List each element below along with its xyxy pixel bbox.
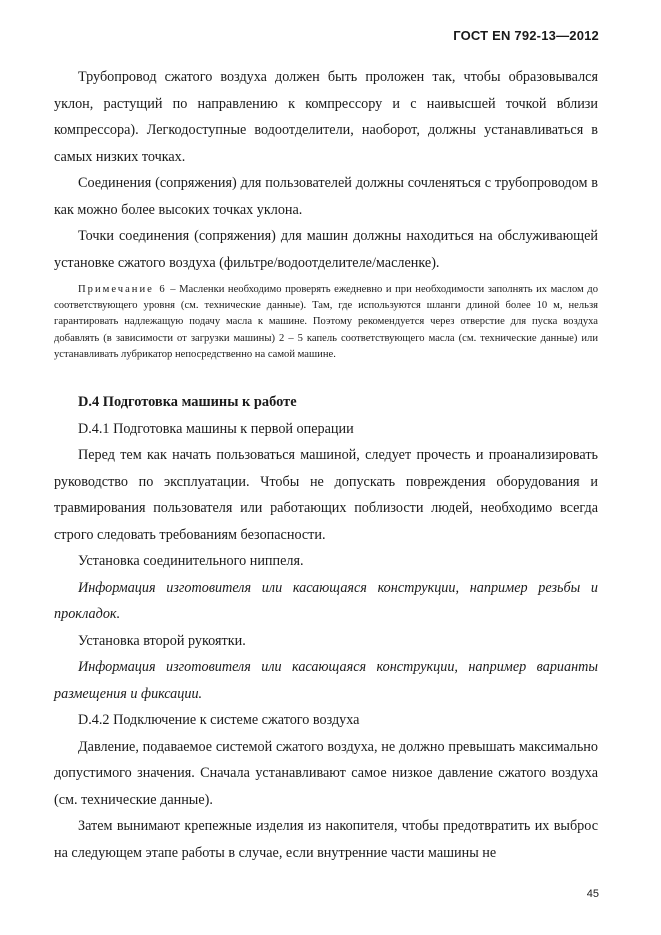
paragraph-pipeline-slope: Трубопровод сжатого воздуха должен быть проложен так, чтобы образовывался уклон, растущий по направлению к компрессору и с наивысшей точкой вблизи компрессора). Легкодоступные водоотделители, наоборот, должны устанавливаться в самых низких точках. xyxy=(54,69,598,165)
subsection-title-d41: D.4.1 Подготовка машины к первой операции xyxy=(78,420,354,437)
paragraph-manufacturer-info-threads: Информация изготовителя или касающаяся конструкции, например резьбы и прокладок. xyxy=(54,579,598,623)
page-content xyxy=(54,64,598,866)
paragraph-machine-connections: Точки соединения (сопряжения) для машин должны находиться на обслуживающей установке сжатого воздуха (фильтре/водоотделителе/масленке). xyxy=(54,228,598,271)
section-title: D.4 Подготовка машины к работе xyxy=(78,394,297,411)
paragraph-manufacturer-info-placement: Информация изготовителя или касающаяся конструкции, например варианты размещения и фиксации. xyxy=(54,659,598,702)
note-label: Примечание 6 xyxy=(78,284,167,295)
note-6 xyxy=(54,282,598,363)
paragraph-fasteners: Затем вынимают крепежные изделия из накопителя, чтобы предотвратить их выброс на следующем этапе работы в случае, если внутренние части машины не xyxy=(54,818,598,861)
document-code-header: ГОСТ EN 792-13—2012 xyxy=(453,28,599,43)
paragraph-user-connections: Соединения (сопряжения) для пользователей должны сочленяться с трубопроводом в как можно более высоких точках уклона. xyxy=(54,175,598,218)
subsection-title-d42: D.4.2 Подключение к системе сжатого воздуха xyxy=(78,712,360,729)
note-text: – Масленки необходимо проверять ежедневно и при необходимости заполнять их маслом до соответствующего уровня (см. технические данные). Там, где используются шланги длиной более 10 м, нельзя гарантировать надлежащую подачу масла к машине. Поэтому рекомендуется через отверстие для пуска воздуха добавлять (в зависимости от загрузки машины) 2 – 5 капель соответствующего масла (см. технические данные) или устанавливать лубрикатор непосредственно на самой машине. xyxy=(54,284,598,360)
paragraph-second-handle: Установка второй рукоятки. xyxy=(78,632,246,649)
paragraph-nipple-install: Установка соединительного ниппеля. xyxy=(78,553,304,570)
paragraph-pressure: Давление, подаваемое системой сжатого воздуха, не должно превышать максимально допустимого значения. Сначала устанавливают самое низкое давление сжатого воздуха (см. технические данные). xyxy=(54,738,598,808)
page-number: 45 xyxy=(586,888,599,900)
paragraph-read-manual: Перед тем как начать пользоваться машиной, следует прочесть и проанализировать руководство по эксплуатации. Чтобы не допускать повреждения оборудования и травмирования пользователя или работающих поблизости людей, необходимо всегда строго следовать требованиям безопасности. xyxy=(54,447,598,543)
